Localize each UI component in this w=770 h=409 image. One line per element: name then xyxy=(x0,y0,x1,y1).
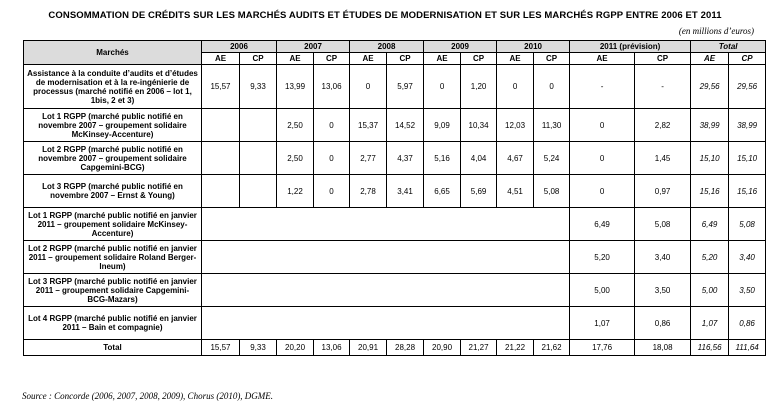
table-cell: 0 xyxy=(314,142,350,175)
table-cell-total: 1,07 xyxy=(691,307,729,340)
table-cell: 5,08 xyxy=(534,175,570,208)
table-cell-empty xyxy=(202,241,570,274)
table-cell: 0 xyxy=(570,142,635,175)
table-cell: 1,22 xyxy=(277,175,314,208)
total-cell: 18,08 xyxy=(635,340,691,356)
credits-table xyxy=(23,40,766,356)
table-cell-total: 15,16 xyxy=(691,175,729,208)
table-cell: 5,97 xyxy=(387,65,424,109)
row-label: Lot 4 RGPP (marché public notifié en janvier 2011 – Bain et compagnie) xyxy=(24,307,202,340)
table-cell: 1,20 xyxy=(461,65,497,109)
table-cell-total: 5,20 xyxy=(691,241,729,274)
col-header-cp: CP xyxy=(635,53,691,65)
total-label: Total xyxy=(24,340,202,356)
total-cell: 17,76 xyxy=(570,340,635,356)
col-header-ae: AE xyxy=(424,53,461,65)
table-cell-empty xyxy=(202,208,570,241)
col-header-marches: Marchés xyxy=(24,41,202,65)
table-cell: 1,07 xyxy=(570,307,635,340)
col-header-cp: CP xyxy=(461,53,497,65)
table-cell: 9,33 xyxy=(240,65,277,109)
table-cell: 5,08 xyxy=(635,208,691,241)
table-cell: 15,57 xyxy=(202,65,240,109)
col-header-2008: 2008 xyxy=(350,41,424,53)
table-row xyxy=(24,65,766,109)
total-cell-grand: 116,56 xyxy=(691,340,729,356)
total-cell: 21,22 xyxy=(497,340,534,356)
col-header-ae: AE xyxy=(277,53,314,65)
table-cell: 2,50 xyxy=(277,109,314,142)
row-label: Lot 2 RGPP (marché public notifié en novembre 2007 – groupement solidaire Capgemini-BCG) xyxy=(24,142,202,175)
table-cell-total: 15,10 xyxy=(729,142,766,175)
source-note: Source : Concorde (2006, 2007, 2008, 2009), Chorus (2010), DGME. xyxy=(22,391,274,401)
col-header-2006: 2006 xyxy=(202,41,277,53)
table-cell-total: 29,56 xyxy=(691,65,729,109)
col-header-2009: 2009 xyxy=(424,41,497,53)
table-cell: 5,20 xyxy=(570,241,635,274)
table-cell: 3,41 xyxy=(387,175,424,208)
row-label: Lot 3 RGPP (marché public notifié en janvier 2011 – groupement solidaire Capgemini-BCG-Mazars) xyxy=(24,274,202,307)
table-cell-total: 38,99 xyxy=(729,109,766,142)
table-cell: 3,50 xyxy=(635,274,691,307)
table-cell-empty xyxy=(202,274,570,307)
table-cell: 0 xyxy=(570,175,635,208)
total-cell: 20,90 xyxy=(424,340,461,356)
row-label: Lot 3 RGPP (marché public notifié en novembre 2007 – Ernst & Young) xyxy=(24,175,202,208)
col-header-cp: CP xyxy=(534,53,570,65)
row-label: Lot 2 RGPP (marché public notifié en janvier 2011 – groupement solidaire Roland Berger-Ineum) xyxy=(24,241,202,274)
total-cell: 28,28 xyxy=(387,340,424,356)
total-cell: 13,06 xyxy=(314,340,350,356)
table-cell: - xyxy=(570,65,635,109)
table-cell: 2,82 xyxy=(635,109,691,142)
table-cell: 5,00 xyxy=(570,274,635,307)
row-label: Assistance à la conduite d’audits et d’études de modernisation et à la re-ingénierie de processus (marché notifié en 2006 – lot 1, 1bis, 2 et 3) xyxy=(24,65,202,109)
col-header-total-ae: AE xyxy=(691,53,729,65)
table-cell: 6,49 xyxy=(570,208,635,241)
table-cell: 6,65 xyxy=(424,175,461,208)
table-cell: 5,69 xyxy=(461,175,497,208)
table-cell: 4,67 xyxy=(497,142,534,175)
col-header-cp: CP xyxy=(314,53,350,65)
row-label: Lot 1 RGPP (marché public notifié en janvier 2011 – groupement solidaire McKinsey-Accenture) xyxy=(24,208,202,241)
col-header-cp: CP xyxy=(387,53,424,65)
table-cell: 11,30 xyxy=(534,109,570,142)
table-cell: 0 xyxy=(424,65,461,109)
table-cell xyxy=(202,175,240,208)
col-header-ae: AE xyxy=(350,53,387,65)
table-cell-total: 15,16 xyxy=(729,175,766,208)
col-header-total: Total xyxy=(691,41,766,53)
col-header-2007: 2007 xyxy=(277,41,350,53)
table-cell: - xyxy=(635,65,691,109)
table-cell: 0 xyxy=(534,65,570,109)
total-cell-grand: 111,64 xyxy=(729,340,766,356)
table-cell: 2,77 xyxy=(350,142,387,175)
total-cell: 20,20 xyxy=(277,340,314,356)
table-cell: 13,99 xyxy=(277,65,314,109)
table-cell-total: 5,08 xyxy=(729,208,766,241)
table-cell: 4,37 xyxy=(387,142,424,175)
table-row xyxy=(24,208,766,241)
table-cell: 0 xyxy=(497,65,534,109)
table-cell: 1,45 xyxy=(635,142,691,175)
table-cell: 0,86 xyxy=(635,307,691,340)
table-cell-total: 29,56 xyxy=(729,65,766,109)
table-cell: 5,24 xyxy=(534,142,570,175)
total-cell: 15,57 xyxy=(202,340,240,356)
table-cell-total: 0,86 xyxy=(729,307,766,340)
total-row xyxy=(24,340,766,356)
table-cell: 14,52 xyxy=(387,109,424,142)
table-cell xyxy=(202,142,240,175)
table-row xyxy=(24,109,766,142)
table-cell: 10,34 xyxy=(461,109,497,142)
table-title: CONSOMMATION DE CRÉDITS SUR LES MARCHÉS AUDITS ET ÉTUDES DE MODERNISATION ET SUR LES MARCHÉS RGPP ENTRE 2006 ET 2011 xyxy=(48,10,722,21)
table-cell xyxy=(240,109,277,142)
table-cell: 5,16 xyxy=(424,142,461,175)
table-row xyxy=(24,175,766,208)
col-header-cp: CP xyxy=(240,53,277,65)
table-cell: 0 xyxy=(350,65,387,109)
table-row xyxy=(24,307,766,340)
table-row xyxy=(24,241,766,274)
table-cell: 15,37 xyxy=(350,109,387,142)
total-cell: 20,91 xyxy=(350,340,387,356)
table-cell-total: 6,49 xyxy=(691,208,729,241)
col-header-ae: AE xyxy=(570,53,635,65)
table-cell-total: 3,40 xyxy=(729,241,766,274)
header-row-years xyxy=(24,41,766,53)
total-cell: 21,27 xyxy=(461,340,497,356)
table-cell-total: 38,99 xyxy=(691,109,729,142)
table-cell xyxy=(202,109,240,142)
col-header-2011: 2011 (prévision) xyxy=(570,41,691,53)
table-cell: 13,06 xyxy=(314,65,350,109)
table-row xyxy=(24,142,766,175)
table-cell: 2,50 xyxy=(277,142,314,175)
table-cell: 0,97 xyxy=(635,175,691,208)
table-cell xyxy=(240,175,277,208)
table-cell: 0 xyxy=(314,109,350,142)
table-cell: 3,40 xyxy=(635,241,691,274)
col-header-ae: AE xyxy=(497,53,534,65)
row-label: Lot 1 RGPP (marché public notifié en novembre 2007 – groupement solidaire McKinsey-Accenture) xyxy=(24,109,202,142)
table-cell: 12,03 xyxy=(497,109,534,142)
table-cell: 9,09 xyxy=(424,109,461,142)
table-cell: 0 xyxy=(314,175,350,208)
unit-note: (en millions d’euros) xyxy=(678,26,754,36)
table-cell: 4,04 xyxy=(461,142,497,175)
col-header-ae: AE xyxy=(202,53,240,65)
table-row xyxy=(24,274,766,307)
table-cell-total: 5,00 xyxy=(691,274,729,307)
total-cell: 9,33 xyxy=(240,340,277,356)
total-cell: 21,62 xyxy=(534,340,570,356)
table-cell-total: 15,10 xyxy=(691,142,729,175)
table-cell: 2,78 xyxy=(350,175,387,208)
table-cell: 0 xyxy=(570,109,635,142)
table-cell xyxy=(240,142,277,175)
col-header-total-cp: CP xyxy=(729,53,766,65)
table-cell-total: 3,50 xyxy=(729,274,766,307)
table-cell-empty xyxy=(202,307,570,340)
col-header-2010: 2010 xyxy=(497,41,570,53)
table-cell: 4,51 xyxy=(497,175,534,208)
